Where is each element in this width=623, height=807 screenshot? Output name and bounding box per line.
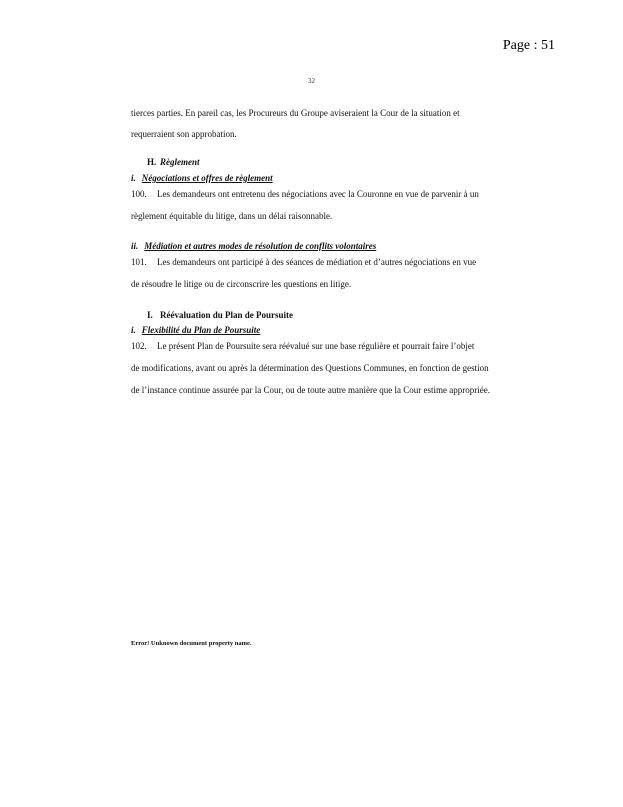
subsection-i-i-number: i.: [131, 325, 136, 335]
page-label: Page : 51: [502, 38, 555, 53]
paragraph-100-line-1: Les demandeurs ont entretenu des négociations avec la Couronne en vue de parvenir à un: [157, 189, 479, 199]
subsection-h-ii-heading: [131, 241, 376, 251]
paragraph-100-number: 100.: [131, 189, 147, 199]
paragraph-101-number: 101.: [131, 257, 147, 267]
paragraph-101-line-2: de résoudre le litige ou de circonscrire les questions en litige.: [131, 279, 352, 289]
paragraph-102-line-3: de l’instance continue assurée par la Cour, ou de toute autre manière que la Cour estime appropriée.: [131, 385, 491, 395]
subsection-h-ii-number: ii.: [131, 241, 139, 251]
paragraph-100-line-2: règlement équitable du litige, dans un délai raisonnable.: [131, 211, 333, 221]
section-i-number: I.: [147, 310, 153, 320]
section-h-number: H.: [147, 157, 157, 167]
continuation-line-2: requerraient son approbation.: [131, 129, 237, 139]
subsection-i-i-title: Flexibilité du Plan de Poursuite: [141, 325, 261, 335]
subsection-h-i-title: Négociations et offres de règlement: [141, 173, 273, 183]
subsection-i-i-heading: [131, 325, 260, 335]
section-h-heading: [147, 157, 200, 167]
subsection-h-i-number: i.: [131, 173, 136, 183]
subsection-h-ii-title: Médiation et autres modes de résolution de conflits volontaires: [144, 241, 377, 251]
inner-page-number: 32: [308, 77, 315, 85]
section-h-title: Règlement: [160, 157, 200, 167]
footer-error-text: Error! Unknown document property name.: [131, 640, 252, 647]
paragraph-102-number: 102.: [131, 341, 147, 351]
section-i-heading: [147, 310, 293, 320]
paragraph-101-line-1: Les demandeurs ont participé à des séances de médiation et d’autres négociations en vue: [157, 257, 477, 267]
subsection-h-i-heading: [131, 173, 273, 183]
paragraph-102-line-1: Le présent Plan de Poursuite sera réévalué sur une base régulière et pourrait faire l’objet: [157, 341, 475, 351]
section-i-title: Réévaluation du Plan de Poursuite: [160, 310, 294, 320]
continuation-line-1: tierces parties. En pareil cas, les Procureurs du Groupe aviseraient la Cour de la situation et: [131, 108, 460, 118]
paragraph-102-line-2: de modifications, avant ou après la détermination des Questions Communes, en fonction de gestion: [131, 363, 489, 373]
